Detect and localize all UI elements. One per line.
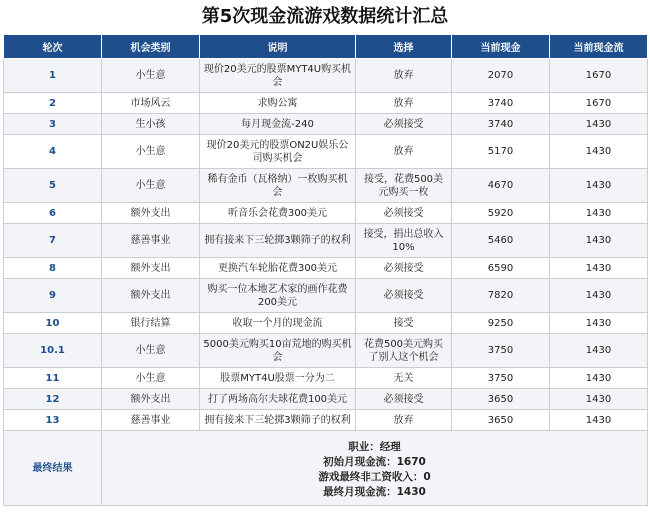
cell-category: 小生意 [102, 368, 200, 389]
cell-current-cashflow: 1430 [550, 203, 648, 224]
results-table [3, 34, 648, 506]
cell-choice: 接受，捐出总收入10% [356, 224, 452, 258]
cell-choice: 无关 [356, 368, 452, 389]
cell-choice: 放弃 [356, 135, 452, 169]
cell-description: 稀有金币（瓦格纳）一枚购买机会 [200, 169, 356, 203]
column-header-turn: 轮次 [4, 35, 102, 59]
cell-current-cash: 6590 [452, 258, 550, 279]
cell-description: 更换汽车轮胎花费300美元 [200, 258, 356, 279]
table-row [4, 279, 648, 313]
cell-turn: 7 [4, 224, 102, 258]
table-body [4, 59, 648, 506]
cell-description: 拥有接来下三轮掷3颗筛子的权利 [200, 410, 356, 431]
cell-turn: 4 [4, 135, 102, 169]
cell-current-cashflow: 1430 [550, 114, 648, 135]
table-row [4, 368, 648, 389]
cell-category: 慈善事业 [102, 410, 200, 431]
cell-turn: 11 [4, 368, 102, 389]
summary-label: 最终结果 [4, 431, 102, 506]
cell-description: 收取一个月的现金流 [200, 313, 356, 334]
table-row [4, 59, 648, 93]
column-header-choice: 选择 [356, 35, 452, 59]
table-row [4, 334, 648, 368]
cell-description: 求购公寓 [200, 93, 356, 114]
cell-turn: 10 [4, 313, 102, 334]
cell-choice: 接受，花费500美元购买一枚 [356, 169, 452, 203]
cell-current-cash: 3740 [452, 114, 550, 135]
cell-turn: 13 [4, 410, 102, 431]
cell-current-cashflow: 1670 [550, 59, 648, 93]
cell-description: 听音乐会花费300美元 [200, 203, 356, 224]
cell-current-cash: 7820 [452, 279, 550, 313]
summary-row [4, 431, 648, 506]
table-row [4, 224, 648, 258]
cell-current-cashflow: 1430 [550, 410, 648, 431]
cell-choice: 必须接受 [356, 203, 452, 224]
cell-turn: 6 [4, 203, 102, 224]
cell-current-cashflow: 1430 [550, 169, 648, 203]
summary-line-final-cashflow: 最终月现金流：1430 [323, 485, 426, 498]
cell-category: 小生意 [102, 59, 200, 93]
cell-category: 额外支出 [102, 389, 200, 410]
cell-choice: 接受 [356, 313, 452, 334]
cell-description: 购买一位本地艺术家的画作花费200美元 [200, 279, 356, 313]
table-row [4, 410, 648, 431]
cell-current-cash: 2070 [452, 59, 550, 93]
cell-current-cash: 5170 [452, 135, 550, 169]
cell-category: 市场风云 [102, 93, 200, 114]
cell-choice: 放弃 [356, 93, 452, 114]
cell-current-cash: 3650 [452, 410, 550, 431]
cell-current-cashflow: 1430 [550, 135, 648, 169]
cell-current-cashflow: 1430 [550, 334, 648, 368]
cell-choice: 必须接受 [356, 279, 452, 313]
cell-current-cash: 3740 [452, 93, 550, 114]
cell-current-cashflow: 1430 [550, 258, 648, 279]
table-header-row [4, 35, 648, 59]
cell-current-cash: 4670 [452, 169, 550, 203]
table-row [4, 203, 648, 224]
cell-current-cashflow: 1670 [550, 93, 648, 114]
summary-content [102, 431, 648, 506]
cell-description: 拥有接来下三轮掷3颗筛子的权利 [200, 224, 356, 258]
cell-turn: 8 [4, 258, 102, 279]
cell-category: 额外支出 [102, 203, 200, 224]
column-header-current-cashflow: 当前现金流 [550, 35, 648, 59]
cell-current-cashflow: 1430 [550, 279, 648, 313]
cell-current-cash: 3750 [452, 368, 550, 389]
cell-current-cashflow: 1430 [550, 368, 648, 389]
table-row [4, 389, 648, 410]
column-header-description: 说明 [200, 35, 356, 59]
cell-description: 打了两场高尔夫球花费100美元 [200, 389, 356, 410]
cell-turn: 12 [4, 389, 102, 410]
cell-current-cash: 5920 [452, 203, 550, 224]
summary-line-initial-cashflow: 初始月现金流：1670 [323, 455, 426, 468]
column-header-current-cash: 当前现金 [452, 35, 550, 59]
cell-description: 5000美元购买10亩荒地的购买机会 [200, 334, 356, 368]
cell-current-cashflow: 1430 [550, 389, 648, 410]
cell-choice: 放弃 [356, 59, 452, 93]
cell-turn: 1 [4, 59, 102, 93]
cell-choice: 必须接受 [356, 114, 452, 135]
cell-category: 小生意 [102, 135, 200, 169]
cell-current-cash: 5460 [452, 224, 550, 258]
cell-description: 股票MYT4U股票一分为二 [200, 368, 356, 389]
cell-choice: 必须接受 [356, 389, 452, 410]
cell-choice: 花费500美元购买了别人这个机会 [356, 334, 452, 368]
table-row [4, 258, 648, 279]
table-row [4, 93, 648, 114]
page-title: 第5次现金流游戏数据统计汇总 [201, 6, 449, 27]
cell-category: 小生意 [102, 169, 200, 203]
table-row [4, 135, 648, 169]
table-row [4, 114, 648, 135]
cell-turn: 9 [4, 279, 102, 313]
cell-category: 额外支出 [102, 258, 200, 279]
cell-current-cash: 9250 [452, 313, 550, 334]
cell-choice: 必须接受 [356, 258, 452, 279]
cell-category: 小生意 [102, 334, 200, 368]
cell-description: 现价20美元的股票ON2U娱乐公司购买机会 [200, 135, 356, 169]
cell-category: 慈善事业 [102, 224, 200, 258]
cell-current-cash: 3650 [452, 389, 550, 410]
cell-choice: 放弃 [356, 410, 452, 431]
cell-turn: 10.1 [4, 334, 102, 368]
summary-line-occupation: 职业：经理 [348, 440, 401, 453]
cell-current-cashflow: 1430 [550, 224, 648, 258]
cell-description: 每月现金流-240 [200, 114, 356, 135]
cell-turn: 5 [4, 169, 102, 203]
cell-description: 现价20美元的股票MYT4U购买机会 [200, 59, 356, 93]
cell-turn: 2 [4, 93, 102, 114]
table-row [4, 169, 648, 203]
cell-category: 银行结算 [102, 313, 200, 334]
cell-category: 额外支出 [102, 279, 200, 313]
cell-turn: 3 [4, 114, 102, 135]
cell-category: 生小孩 [102, 114, 200, 135]
cell-current-cash: 3750 [452, 334, 550, 368]
table-row [4, 313, 648, 334]
summary-line-passive-income: 游戏最终非工资收入：0 [318, 470, 431, 483]
column-header-category: 机会类别 [102, 35, 200, 59]
cell-current-cashflow: 1430 [550, 313, 648, 334]
